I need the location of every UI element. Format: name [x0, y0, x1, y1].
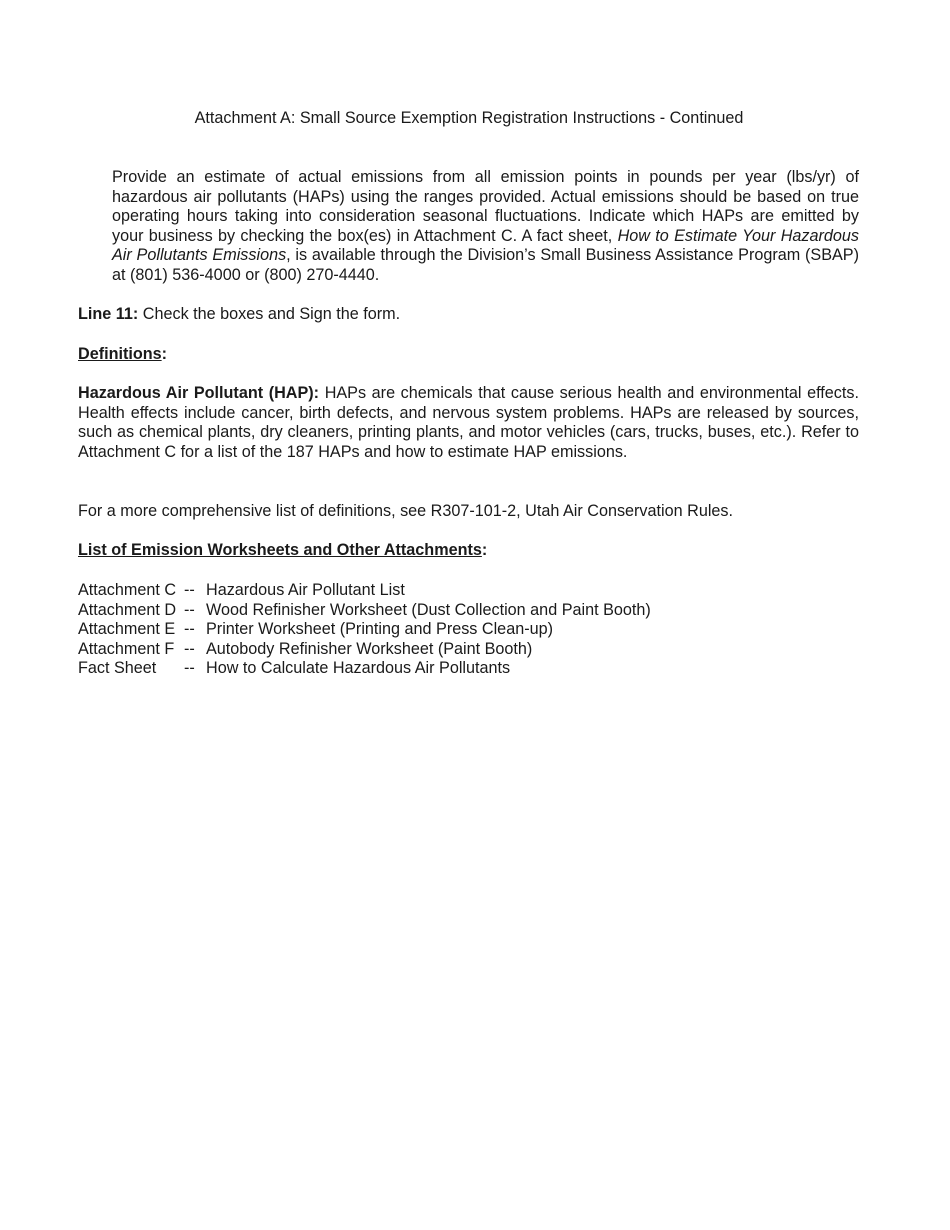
- intro-text-part2: , is available through the Division’s Small Business Assistance Program (SBAP) at (801) 536-4000 or (800) 270-4440.: [112, 246, 859, 284]
- fact-sheet-title: How to Estimate Your Hazardous Air Pollutants Emissions: [112, 226, 859, 265]
- definitions-heading-colon: :: [161, 345, 168, 363]
- attachment-id: Attachment C: [78, 581, 177, 599]
- more-definitions-note: For a more comprehensive list of definitions, see R307-101-2, Utah Air Conservation Rules.: [78, 502, 734, 520]
- attachment-id: Attachment F: [78, 639, 175, 658]
- line-11-instruction: [78, 305, 400, 325]
- definitions-heading-text: Definitions: [78, 345, 162, 363]
- hap-definition-text: HAPs are chemicals that cause serious health and environmental effects. Health effects include cancer, birth defects, and nervous system problems. HAPs are released by sources, such as chemical plants, dry cleaners, printing plants, and motor vehicles (cars, trucks, buses, etc.). Refer to Attachment C for a list of the 187 HAPs and how to estimate HAP emissions.: [78, 384, 859, 461]
- intro-text-part1: Provide an estimate of actual emissions from all emission points in pounds per year (lbs/yr) of hazardous air pollutants (HAPs) using the ranges provided. Actual emissions should be based on true operating hours taking into consideration seasonal fluctuations. Indicate which HAPs are emitted by your business by checking the box(es) in Attachment C. A fact sheet,: [112, 168, 859, 245]
- attachment-description: Hazardous Air Pollutant List: [206, 581, 405, 599]
- line-11-text: Check the boxes and Sign the form.: [138, 305, 401, 323]
- attachments-heading-text: List of Emission Worksheets and Other Attachments: [78, 541, 482, 559]
- list-item: [78, 640, 651, 660]
- definitions-heading: [78, 345, 167, 365]
- line-11-label: Line 11:: [78, 305, 139, 323]
- attachment-separator: --: [184, 620, 195, 639]
- attachments-heading-colon: :: [481, 541, 488, 559]
- attachment-separator: --: [184, 600, 195, 619]
- attachment-description: How to Calculate Hazardous Air Pollutants: [206, 659, 511, 678]
- hap-definition: [78, 384, 859, 462]
- attachment-separator: --: [184, 659, 195, 678]
- attachment-separator: --: [184, 581, 195, 599]
- list-item: [78, 620, 651, 640]
- attachment-description: Autobody Refinisher Worksheet (Paint Booth): [206, 639, 533, 658]
- list-item: [78, 659, 651, 679]
- attachments-list: [78, 581, 651, 679]
- hap-term: Hazardous Air Pollutant (HAP):: [78, 384, 320, 402]
- attachment-id: Attachment E: [78, 620, 176, 639]
- attachment-description: Printer Worksheet (Printing and Press Clean-up): [206, 620, 553, 639]
- list-item: [78, 601, 651, 621]
- attachments-heading: [78, 541, 487, 561]
- attachment-description: Wood Refinisher Worksheet (Dust Collection and Paint Booth): [206, 600, 651, 619]
- attachment-id: Fact Sheet: [78, 659, 157, 678]
- intro-paragraph: [112, 168, 859, 286]
- page-title: Attachment A: Small Source Exemption Registration Instructions - Continued: [194, 109, 744, 127]
- attachment-id: Attachment D: [78, 600, 177, 619]
- attachment-separator: --: [184, 639, 195, 658]
- list-item: [78, 581, 651, 601]
